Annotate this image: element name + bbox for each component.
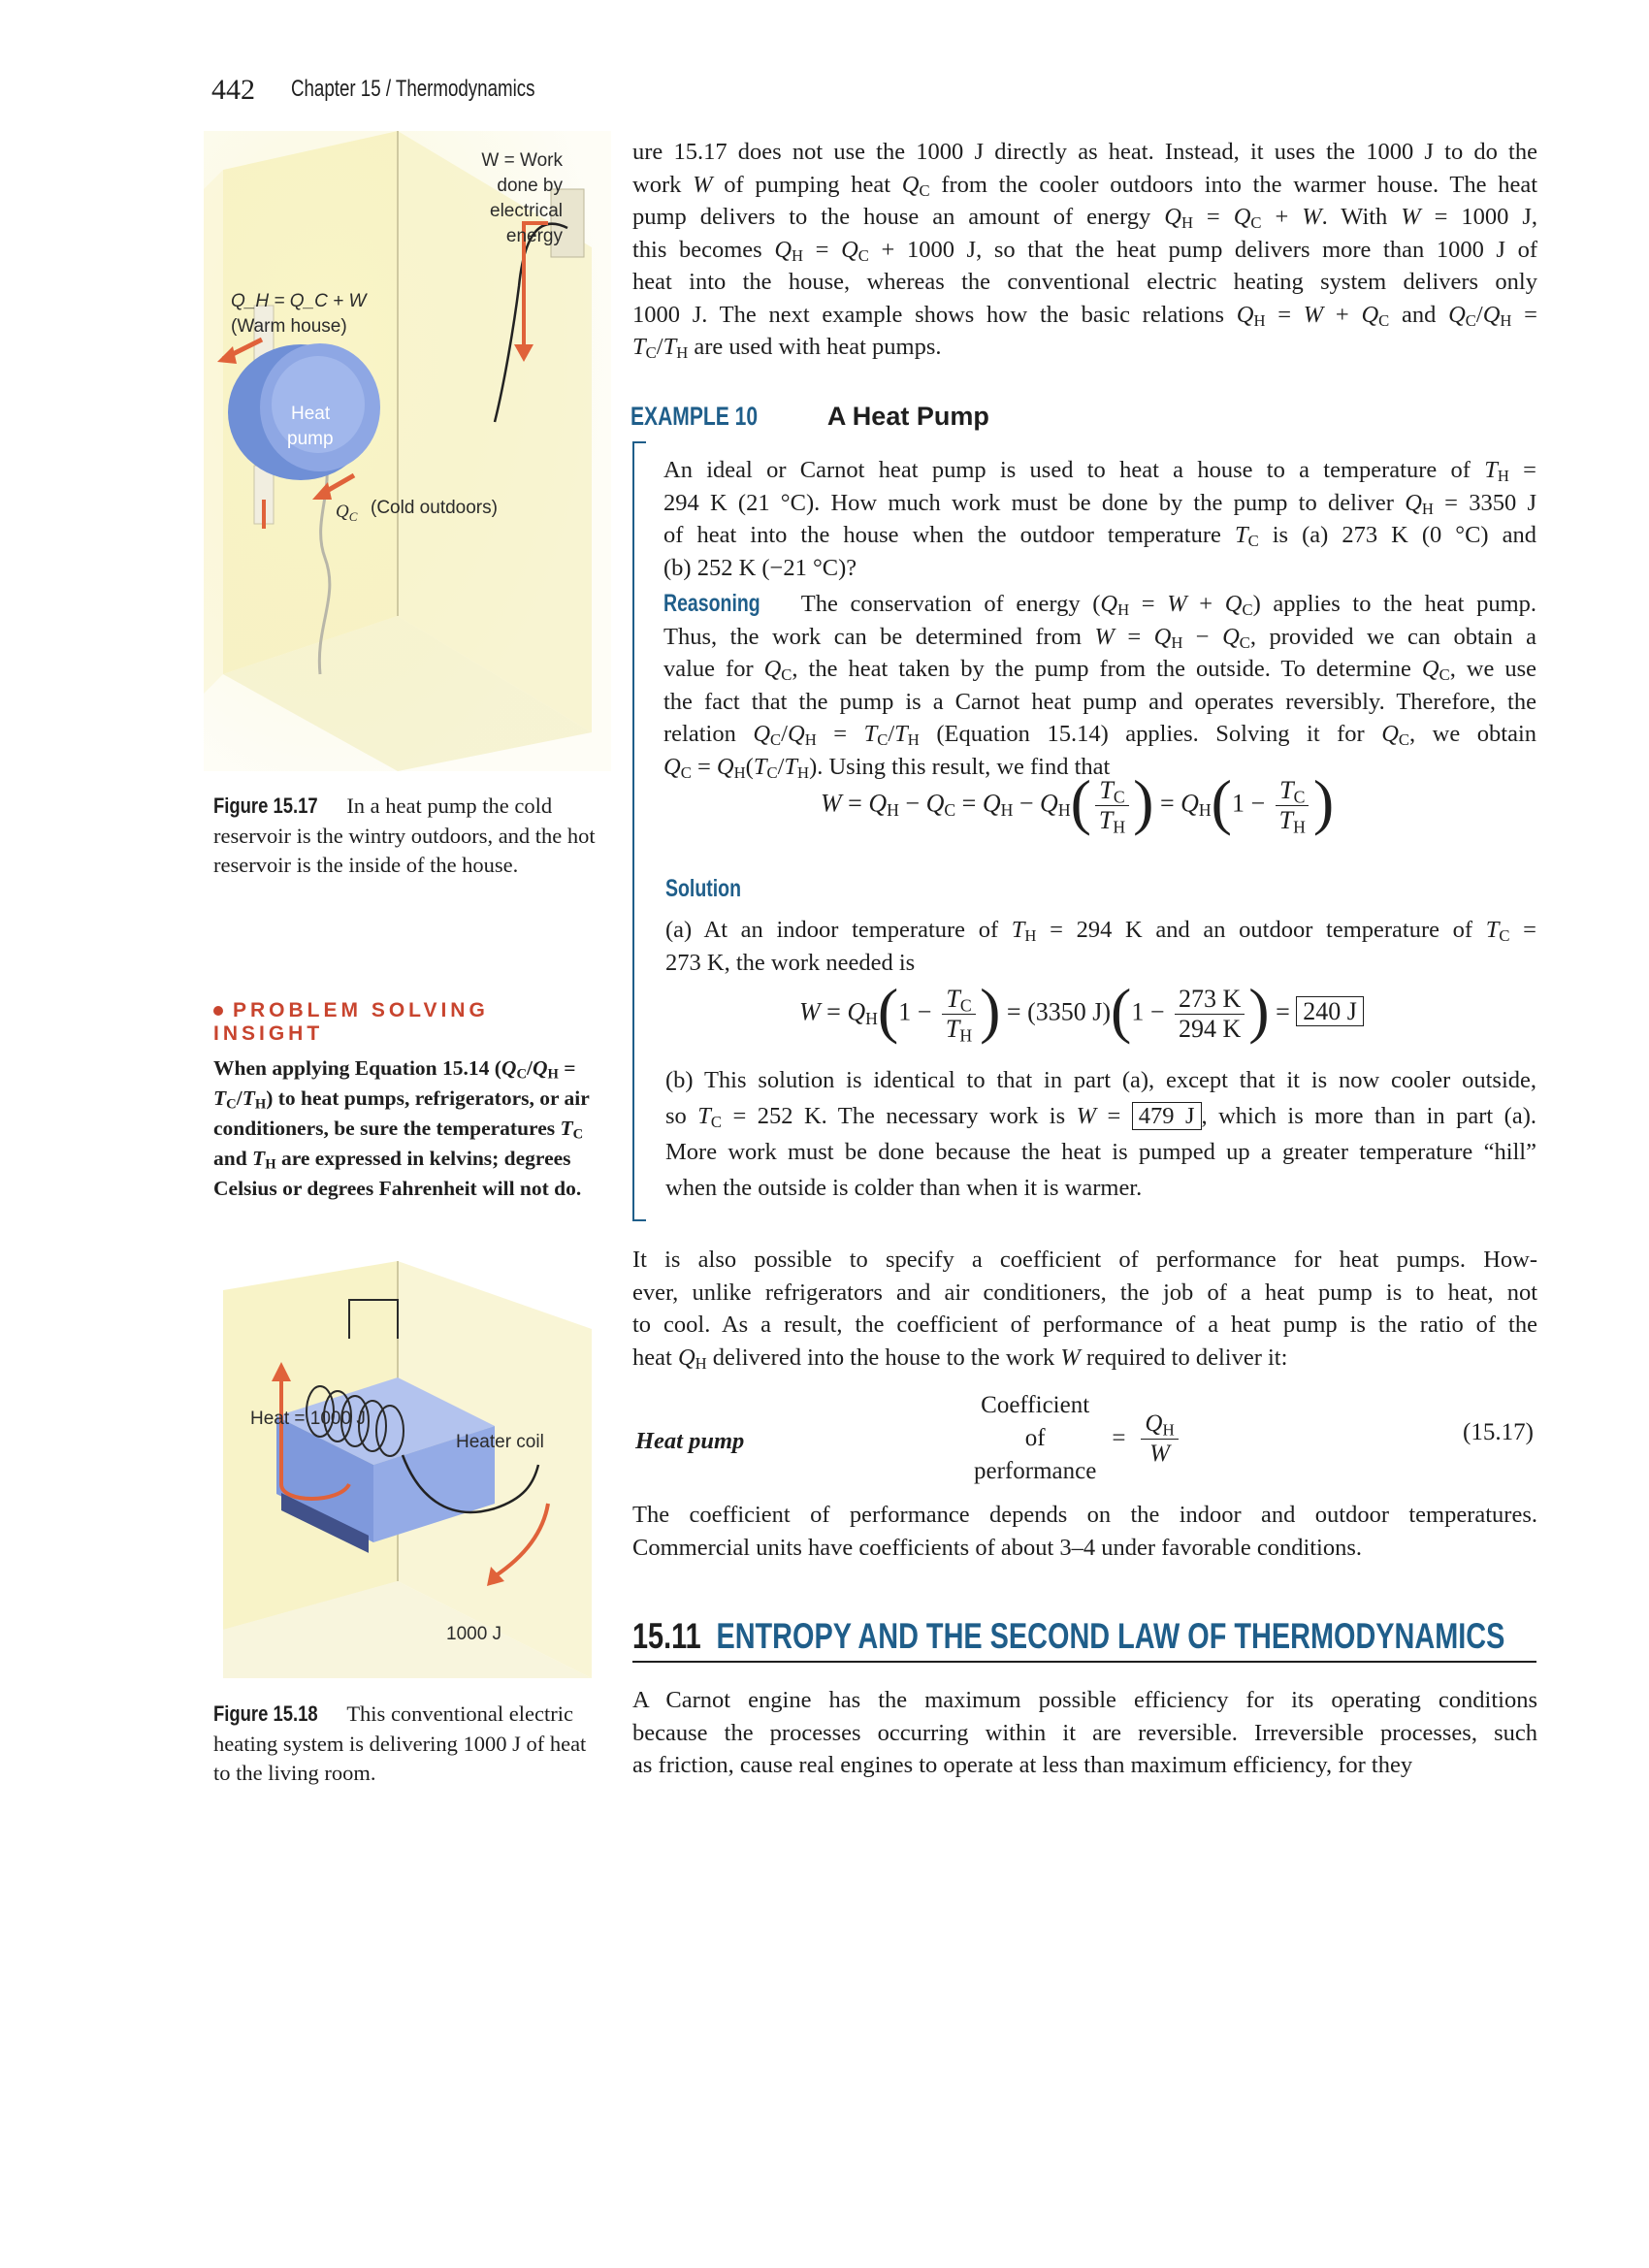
fig1518-coil-label: Heater coil <box>456 1432 544 1452</box>
cop-equation: Coefficient of performance = $\frac{Q_H}{W}$ <box>974 1389 1182 1488</box>
text-line: as friction, cause real engines to operate at less than maximum efficiency, for they <box>632 1752 1413 1778</box>
solution-part-b <box>665 1062 1536 1206</box>
section-rule <box>632 1661 1536 1663</box>
cop-word-3: performance <box>974 1458 1097 1484</box>
svg-text:QC: $Q_C$ <box>336 502 358 524</box>
text-line: Commercial units have coefficients of about 3–4 under favorable conditions. <box>632 1534 1363 1561</box>
equation-part-a: $W = Q_H(1$ − $\frac{T_C}{T_H}$ ) = (3350 J)(1 − $\frac{273 K}{294 K}$ ) = 240 J <box>799 985 1364 1044</box>
text-line: The coefficient of performance depends on the indoor and outdoor temperatures. <box>632 1502 1537 1528</box>
figure-15-18-label: Figure 15.18 <box>213 1701 318 1726</box>
section-heading <box>632 1616 1504 1657</box>
insight-text: When applying Equation 15.14 $(Q_C/Q_H = T_C/T_H)$ to heat pumps, refrigerators, or air conditioners, be sure the temperatures $T_C$ and $T_H$ are expressed in kelvins; degrees Celsius or degrees Fahrenheit will not do. <box>213 1056 590 1200</box>
part-a-answer: 240 J <box>1296 996 1364 1026</box>
text-line: ure 15.17 does not use the 1000 J directly as heat. Instead, it uses the 1000 J to do the <box>632 139 1537 165</box>
solution-part-a <box>665 914 1536 979</box>
section-paragraph <box>632 1684 1537 1782</box>
example-label: EXAMPLE 10 <box>630 402 759 431</box>
text-line: More work must be done because the heat is pumped up a greater temperature “hill” <box>665 1139 1536 1165</box>
fig1517-work-label-1: W = Work <box>481 150 563 171</box>
text-line: Thus, the work can be determined from $W = Q_H - Q_C$, provided we can obtain a <box>663 623 1537 652</box>
text-line: value for $Q_C$, the heat taken by the pump from the outside. To determine $Q_C$, we use <box>663 656 1537 685</box>
insight-title-text: PROBLEM SOLVING INSIGHT <box>213 999 489 1045</box>
chapter-title: Chapter 15 / Thermodynamics <box>291 76 535 102</box>
example-heading <box>630 402 989 432</box>
insight-title <box>213 999 606 1046</box>
cop-word-2: of <box>1024 1425 1046 1451</box>
heat-pump-illustration <box>204 131 611 771</box>
text-line: heat into the house, whereas the conventional electric heating system delivers only <box>632 269 1537 295</box>
cop-paragraph <box>632 1244 1537 1374</box>
text-line: (a) At an indoor temperature of $T_H = 294$ K and an outdoor temperature of $T_C$ = <box>665 917 1536 946</box>
fig1517-cold-label: (Cold outdoors) <box>371 498 498 518</box>
part-a-den: 294 K <box>1179 1015 1242 1043</box>
text-line: 1000 J. The next example shows how the basic relations $Q_H = W + Q_C$ and $Q_C/Q_H$ = <box>632 301 1537 330</box>
cop-after-paragraph <box>632 1499 1537 1564</box>
page-number: 442 <box>211 74 255 106</box>
figure-15-17-text: In a heat pump the cold reservoir is the wintry outdoors, and the hot reservoir is the inside of the house. <box>213 794 596 877</box>
text-line: so $T_C = 252$ K. The necessary work is W = 479 J , which is more than in part (a). <box>665 1103 1536 1132</box>
problem-solving-insight <box>213 999 606 1204</box>
text-line: (b) 252 K (−21 °C)? <box>663 554 857 581</box>
text-line: because the processes occurring within it are reversible. Irreversible processes, such <box>632 1719 1537 1746</box>
text-line: of heat into the house when the outdoor temperature $T_C$ is (a) 273 K (0 °C) and <box>663 522 1536 551</box>
figure-15-18-caption <box>213 1700 606 1789</box>
reasoning-first-line: Reasoning The conservation of energy $(Q_H = W + Q_C)$ applies to the heat pump. <box>663 590 1537 620</box>
text-line: pump delivers to the house an amount of energy $Q_H = Q_C + W$. With W = 1000 J, <box>632 204 1537 233</box>
fig1517-work-label-3: electrical <box>490 201 563 221</box>
solution-heading: Solution <box>665 875 741 902</box>
section-number: 15.11 <box>632 1616 701 1656</box>
electric-heater-illustration <box>204 1261 611 1678</box>
figure-15-18-text: This conventional electric heating system is delivering 1000 J of heat to the living room. <box>213 1701 587 1785</box>
intro-paragraph <box>632 136 1537 364</box>
example-problem <box>663 454 1536 584</box>
equation-work: $W = Q_H - Q_C = Q_H - Q_H$( $\frac{T_C}{T_H}$ ) = $Q_H(1$ − $\frac{T_C}{T_H}$ ) <box>821 766 1335 837</box>
text-line: $Q_C = Q_H(T_C/T_H)$. Using this result, we find that <box>663 753 1111 782</box>
fig1517-pump-label-1: Heat <box>291 404 331 424</box>
text-line: to cool. As a result, the coefficient of performance of a heat pump is the ratio of the <box>632 1312 1537 1338</box>
example-reasoning <box>663 588 1536 783</box>
text-line: this becomes $Q_H = Q_C + 1000$ J, so that the heat pump delivers more than 1000 J of <box>632 236 1537 265</box>
text-line: $T_C/T_H$ are used with heat pumps. <box>632 334 942 363</box>
reasoning-heading: Reasoning <box>663 590 760 617</box>
bullet-icon <box>213 1006 223 1016</box>
part-a-qh: (3350 J) <box>1027 997 1112 1026</box>
cop-word-1: Coefficient <box>981 1392 1090 1418</box>
fig1517-work-label-4: energy <box>505 226 563 246</box>
text-line: work W of pumping heat $Q_C$ from the cooler outdoors into the warmer house. The heat <box>632 171 1538 200</box>
text-line: heat $Q_H$ delivered into the house to the work W required to deliver it: <box>632 1344 1288 1373</box>
text-line: the fact that the pump is a Carnot heat pump and operates reversibly. Therefore, the <box>663 688 1536 715</box>
example-title: A Heat Pump <box>826 402 989 431</box>
text-line: It is also possible to specify a coefficient of performance for heat pumps. How- <box>632 1247 1537 1273</box>
fig1517-warm-label-1: Q_H = Q_C + W <box>231 291 367 311</box>
fig1517-pump-label-2: pump <box>287 429 334 449</box>
section-title: ENTROPY AND THE SECOND LAW OF THERMODYNAMICS <box>716 1616 1505 1656</box>
figure-15-17-label: Figure 15.17 <box>213 794 318 818</box>
fig1518-heat-label: Heat = 1000 J <box>250 1409 366 1429</box>
text-line: An ideal or Carnot heat pump is used to heat a house to a temperature of $T_H$ = <box>663 457 1536 486</box>
fig1517-warm-label-2: (Warm house) <box>231 316 347 337</box>
part-a-num: 273 K <box>1175 985 1245 1015</box>
text-line: relation $Q_C/Q_H = T_C/T_H$ (Equation 15.14) applies. Solving it for $Q_C$, we obtain <box>663 721 1536 750</box>
cop-label: Heat pump <box>635 1428 745 1454</box>
equation-number: (15.17) <box>1463 1419 1534 1445</box>
figure-15-17-caption <box>213 792 606 881</box>
text-line: (b) This solution is identical to that in part (a), except that it is now cooler outside, <box>665 1067 1536 1093</box>
fig1518-input-label: 1000 J <box>446 1624 502 1644</box>
text-line: when the outside is colder than when it is warmer. <box>665 1175 1143 1201</box>
text-line: 273 K, the work needed is <box>665 949 916 976</box>
text-line: 294 K (21 °C). How much work must be done by the pump to deliver $Q_H = 3350$ J <box>663 489 1536 518</box>
example-bracket <box>632 441 646 1221</box>
fig1517-work-label-2: done by <box>497 176 563 196</box>
text-line: A Carnot engine has the maximum possible efficiency for its operating conditions <box>632 1687 1537 1713</box>
text-line: ever, unlike refrigerators and air conditioners, the job of a heat pump is to heat, not <box>632 1279 1537 1306</box>
